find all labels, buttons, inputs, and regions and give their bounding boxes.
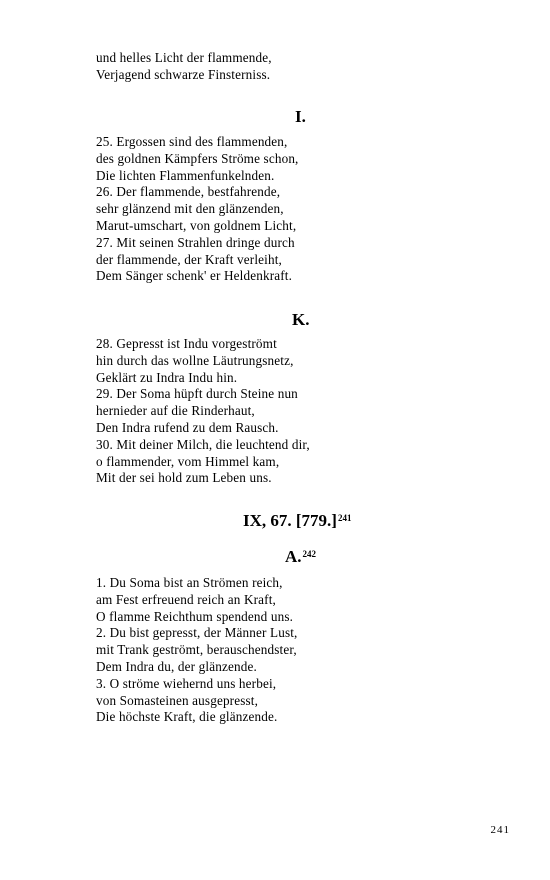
- verse-line: Verjagend schwarze Finsterniss.: [96, 66, 271, 82]
- verse-line: mit Trank geströmt, berauschendster,: [96, 642, 297, 658]
- verse-line: hernieder auf die Rinderhaut,: [96, 403, 255, 419]
- verse-line: von Somasteinen ausgepresst,: [96, 692, 259, 708]
- verse-line: 1. Du Soma bist an Strömen reich,: [96, 575, 283, 590]
- section-i-verses: [96, 134, 426, 285]
- section-a-title: A.: [285, 547, 302, 566]
- verse-line: des goldnen Kämpfers Ströme schon,: [96, 150, 299, 166]
- verse-line: Dem Sänger schenk' er Heldenkraft.: [96, 268, 293, 284]
- verse-line: am Fest erfreuend reich an Kraft,: [96, 591, 276, 607]
- verse-line: 30. Mit deiner Milch, die leuchtend dir,: [96, 436, 310, 452]
- verse-line: 27. Mit seinen Strahlen dringe durch: [96, 234, 295, 250]
- verse-line: der flammende, der Kraft verleiht,: [96, 251, 282, 267]
- verse-line: 3. O ströme wiehernd uns herbei,: [96, 675, 277, 691]
- verse-line: 29. Der Soma hüpft durch Steine nun: [96, 386, 298, 402]
- verse-line: 26. Der flammende, bestfahrende,: [96, 184, 281, 200]
- footnote-marker[interactable]: 241: [337, 513, 352, 523]
- verse-line: Den Indra rufend zu dem Rausch.: [96, 419, 279, 435]
- verse-line: und helles Licht der flammende,: [96, 50, 272, 65]
- verse-line: Marut-umschart, von goldnem Licht,: [96, 217, 297, 233]
- verse-line: 2. Du bist gepresst, der Männer Lust,: [96, 625, 298, 641]
- intro-verses: [96, 50, 426, 84]
- hymn-title: IX, 67. [779.]: [243, 511, 337, 530]
- verse-line: hin durch das wollne Läutrungsnetz,: [96, 352, 294, 368]
- footnote-marker[interactable]: 242: [302, 549, 317, 559]
- verse-line: o flammender, vom Himmel kam,: [96, 453, 280, 469]
- section-heading-i: I.: [295, 107, 306, 126]
- verse-line: 28. Gepresst ist Indu vorgeströmt: [96, 336, 277, 351]
- verse-line: Geklärt zu Indra Indu hin.: [96, 369, 238, 385]
- verse-line: Die lichten Flammenfunkelnden.: [96, 167, 275, 183]
- page-number: 241: [490, 824, 510, 836]
- verse-line: sehr glänzend mit den glänzenden,: [96, 201, 284, 217]
- section-heading-a: [285, 547, 316, 567]
- verse-line: 25. Ergossen sind des flammenden,: [96, 134, 288, 149]
- section-a-verses: [96, 575, 426, 726]
- verse-line: Mit der sei hold zum Leben uns.: [96, 470, 272, 486]
- verse-line: Dem Indra du, der glänzende.: [96, 658, 257, 674]
- section-k-verses: [96, 336, 426, 487]
- verse-line: Die höchste Kraft, die glänzende.: [96, 709, 278, 725]
- verse-line: O flamme Reichthum spendend uns.: [96, 608, 294, 624]
- section-heading-k: K.: [292, 310, 310, 329]
- hymn-heading: [243, 511, 351, 531]
